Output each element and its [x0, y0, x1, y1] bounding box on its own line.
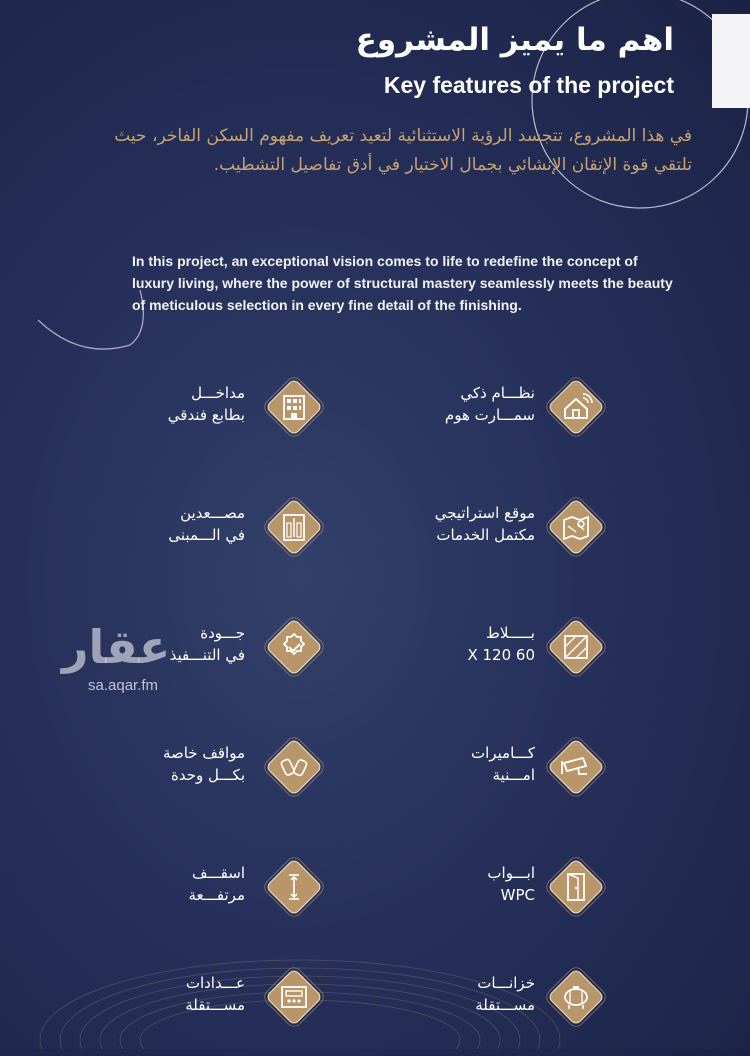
map-location-icon [545, 496, 607, 558]
feature-label-line2: مرتفـــعة [188, 886, 245, 904]
feature-label-line1: موقع استراتيجي [434, 504, 535, 522]
feature-item [111, 736, 421, 826]
feature-label-line1: نظـــام ذكي [460, 384, 535, 402]
watermark-url: sa.aqar.fm [88, 677, 159, 694]
feature-label-line1: مواقف خاصة [162, 744, 245, 762]
feature-label-line1: عـــدادات [185, 974, 245, 992]
elevator-icon [263, 496, 325, 558]
feature-item [397, 966, 707, 1056]
feature-label [445, 382, 535, 426]
feature-label-line2: امـــنية [492, 766, 535, 784]
feature-label [435, 502, 535, 546]
intro-english-text: In this project, an exceptional vision comes to life to redefine the concept of luxury living, where the power of structural mastery seamlessly meets the beauty of meticulous selection in every fine detail of the finishing. [132, 253, 673, 313]
watermark-brand: عقار [62, 620, 171, 674]
feature-label-line2: بكـــل وحدة [170, 766, 245, 784]
feature-label-line1: ابـــواب [487, 864, 535, 882]
feature-label-line2: بطابع فندقي [167, 406, 245, 424]
feature-label [471, 742, 535, 786]
feature-label-line2: في التنـــفيذ [169, 646, 245, 664]
tiles-icon [545, 616, 607, 678]
feature-item [397, 496, 707, 586]
feature-label [188, 862, 245, 906]
feature-item [397, 736, 707, 826]
page-title-arabic: اهم ما يميز المشروع [355, 22, 674, 58]
quality-badge-icon [263, 616, 325, 678]
intro-arabic-text: في هذا المشروع، تتجسد الرؤية الاستثنائية لتعيد تعريف مفهوم السكن الفاخر، حيث تلتقي قوة الإتقان الإنشائي بجمال الاختيار في أدق تفاصيل التشطيب. [114, 126, 692, 175]
feature-label-line2: سمـــارت هوم [444, 406, 535, 424]
feature-label-line1: مصـــعدين [180, 504, 245, 522]
high-ceiling-icon [263, 856, 325, 918]
feature-label [170, 622, 245, 666]
feature-item [397, 856, 707, 946]
door-icon [545, 856, 607, 918]
hotel-entrance-icon [263, 376, 325, 438]
feature-label [185, 972, 245, 1016]
feature-item [111, 856, 421, 946]
feature-item [111, 966, 421, 1056]
smart-home-icon [545, 376, 607, 438]
corner-tab [712, 14, 750, 108]
feature-label [163, 742, 245, 786]
feature-label [487, 862, 535, 906]
feature-label-line2: مكتمل الخدمات [436, 526, 535, 544]
feature-label [467, 622, 535, 666]
feature-label-line1: اسقـــف [191, 864, 245, 882]
feature-label-line1: مداخـــل [191, 384, 245, 402]
feature-label-line1: خزانـــات [477, 974, 535, 992]
feature-label [168, 382, 245, 426]
feature-label-line1: جـــودة [200, 624, 245, 642]
feature-item [397, 376, 707, 466]
feature-label [475, 972, 535, 1016]
feature-item [397, 616, 707, 706]
feature-label-line1: كـــاميرات [470, 744, 535, 762]
feature-label-line2: مســـتقلة [185, 996, 245, 1014]
parking-icon [263, 736, 325, 798]
page-title-english: Key features of the project [383, 72, 674, 98]
feature-label-line2: 60 X 120 [467, 646, 535, 664]
feature-label-line2: مســـتقلة [475, 996, 535, 1014]
water-tank-icon [545, 966, 607, 1028]
feature-item [111, 496, 421, 586]
security-camera-icon [545, 736, 607, 798]
feature-label [168, 502, 245, 546]
feature-label-line1: بـــــلاط [486, 624, 535, 642]
feature-item [111, 376, 421, 466]
feature-label-line2: في الـــمبنى [168, 526, 245, 544]
meter-icon [263, 966, 325, 1028]
feature-label-line2: WPC [500, 886, 535, 904]
